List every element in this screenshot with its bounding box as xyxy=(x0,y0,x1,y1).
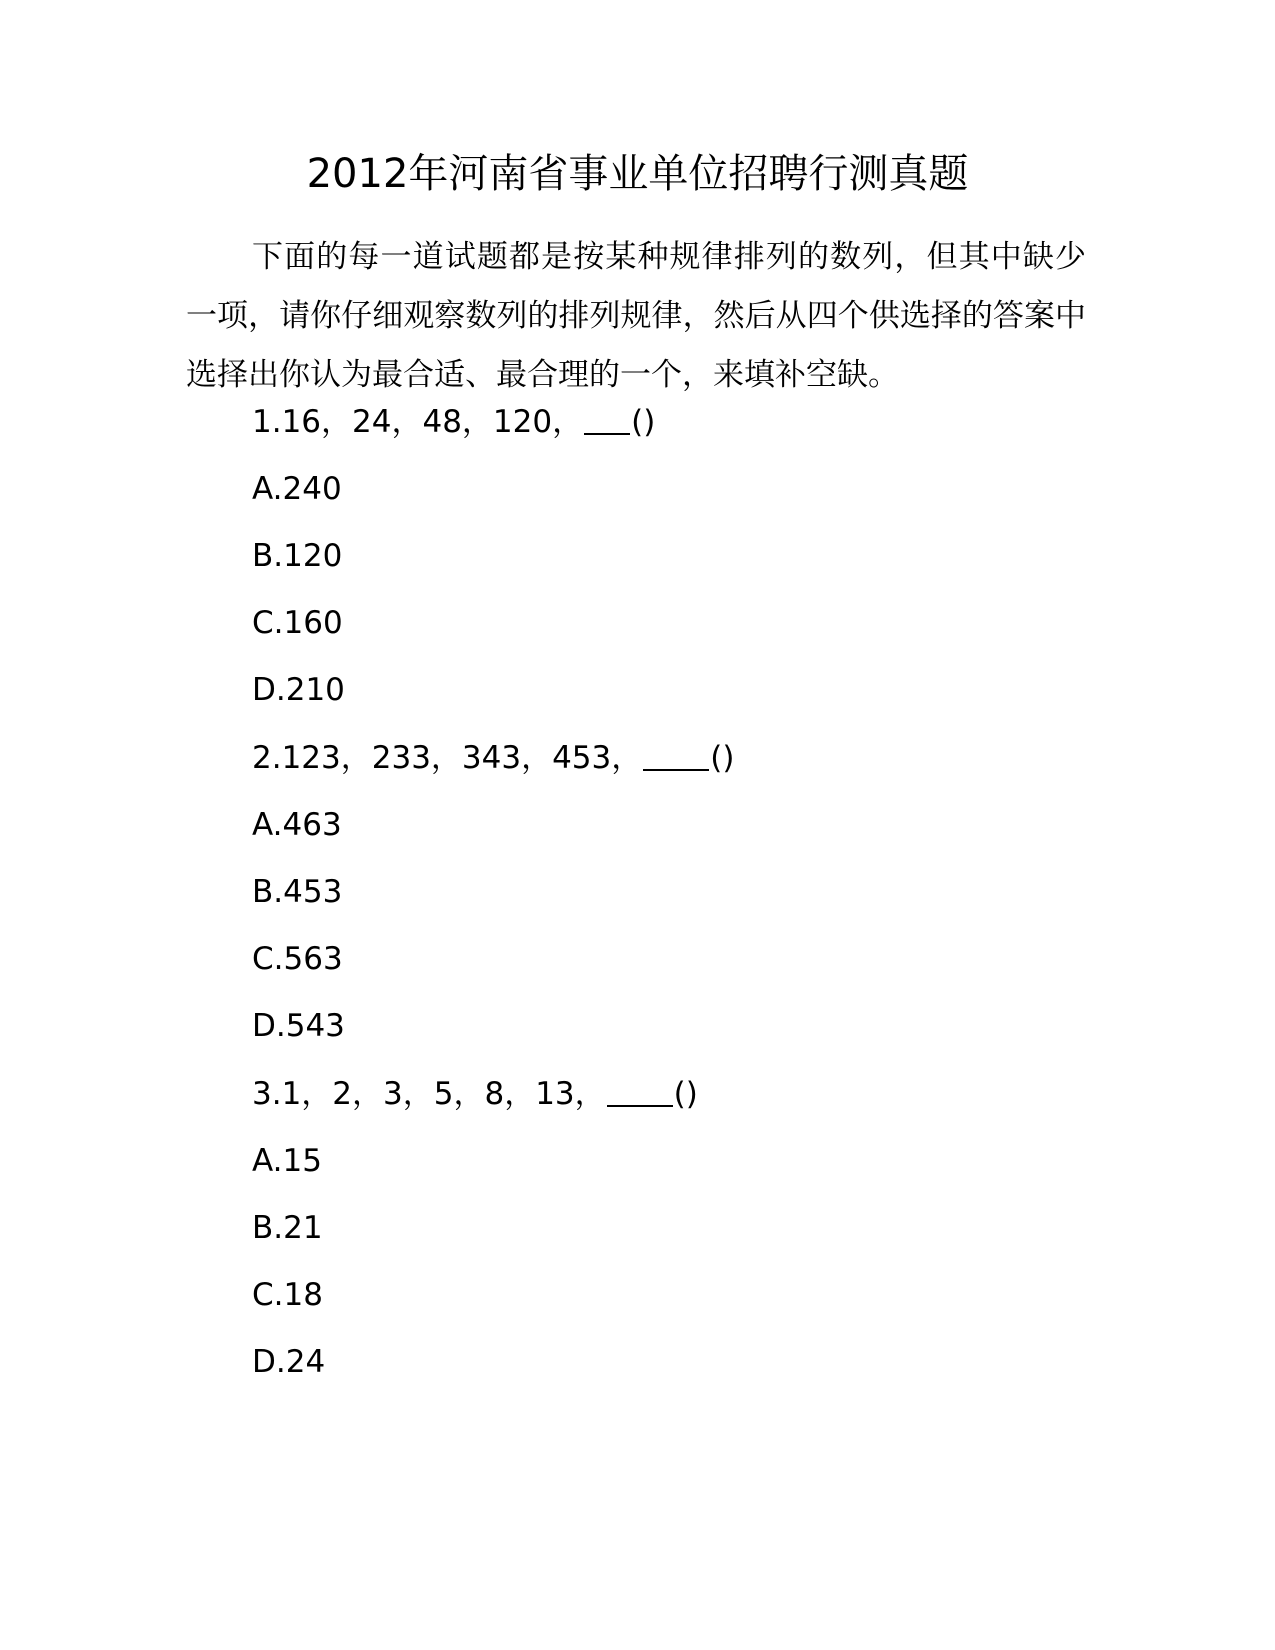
question-3-option-a: A.15 xyxy=(252,1143,322,1179)
question-2-option-c: C.563 xyxy=(252,941,343,977)
question-2-option-d: D.543 xyxy=(252,1008,345,1044)
answer-blank xyxy=(607,1075,673,1107)
answer-blank xyxy=(643,739,709,771)
question-stem-text: 3.1，2，3，5，8，13， xyxy=(252,1076,606,1112)
question-1-option-d: D.210 xyxy=(252,672,345,708)
question-1-option-a: A.240 xyxy=(252,471,342,507)
question-1-stem xyxy=(252,402,655,442)
page-title: 2012年河南省事业单位招聘行测真题 xyxy=(306,151,969,197)
question-3-stem xyxy=(252,1074,698,1114)
question-3-option-c: C.18 xyxy=(252,1277,323,1313)
answer-blank xyxy=(584,403,630,435)
question-2-stem xyxy=(252,738,734,778)
question-stem-text: 2.123，233，343，453， xyxy=(252,740,643,776)
question-2-option-b: B.453 xyxy=(252,874,343,910)
instructions-paragraph: 下面的每一道试题都是按某种规律排列的数列，但其中缺少一项，请你仔细观察数列的排列规律，然后从四个供选择的答案中选择出你认为最合适、最合理的一个，来填补空缺。 xyxy=(186,239,1086,393)
question-paren: () xyxy=(673,1076,698,1112)
question-1-option-c: C.160 xyxy=(252,605,343,641)
question-3-option-b: B.21 xyxy=(252,1210,323,1246)
question-1-option-b: B.120 xyxy=(252,538,343,574)
question-paren: () xyxy=(631,404,656,440)
question-paren: () xyxy=(710,740,735,776)
question-stem-text: 1.16，24，48，120， xyxy=(252,404,584,440)
question-2-option-a: A.463 xyxy=(252,807,342,843)
question-3-option-d: D.24 xyxy=(252,1344,326,1380)
